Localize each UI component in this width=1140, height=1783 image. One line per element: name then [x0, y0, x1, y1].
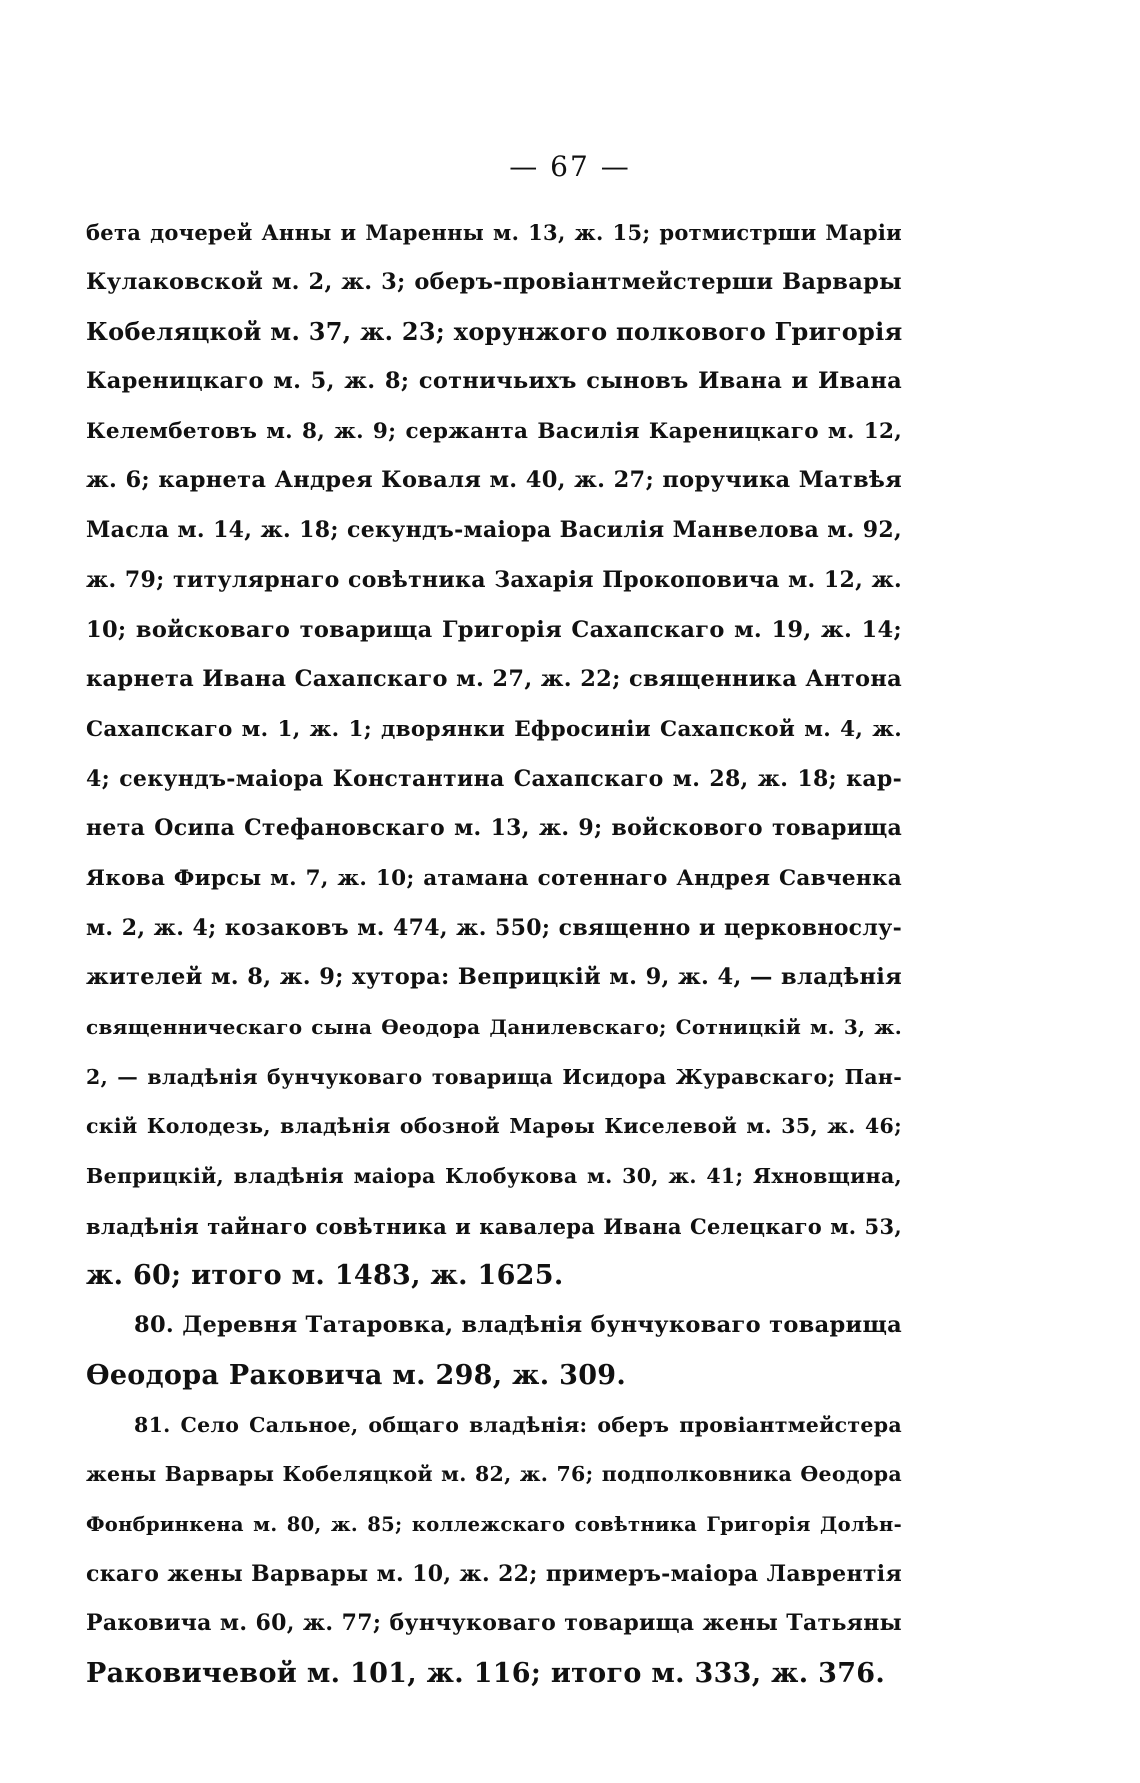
text-line: Раковичевой м. 101, ж. 116; итого м. 333, ж. 376. — [86, 1657, 886, 1689]
text-line: священническаго сына Ѳеодора Данилевскаго; Сотницкій м. 3, ж. — [86, 1015, 902, 1039]
text-line: скаго жены Варвары м. 10, ж. 22; примеръ-маіора Лаврентія — [86, 1560, 902, 1587]
text-line: Кареницкаго м. 5, ж. 8; сотничьихъ сыновъ Ивана и Ивана — [86, 368, 902, 395]
text-line: 10; войсковаго товарища Григорія Сахапскаго м. 19, ж. 14; — [86, 616, 902, 643]
text-line: Масла м. 14, ж. 18; секундъ-маіора Василія Манвелова м. 92, — [86, 517, 902, 544]
text-line: ж. 60; итого м. 1483, ж. 1625. — [86, 1260, 564, 1292]
text-line: нета Осипа Стефановскаго м. 13, ж. 9; войскового товарища — [86, 815, 902, 842]
text-line: 81. Село Сальное, общаго владѣнія: оберъ провіантмейстера — [134, 1412, 902, 1437]
text-line: скій Колодезь, владѣнія обозной Марѳы Киселевой м. 35, ж. 46; — [86, 1114, 902, 1139]
text-line: Кулаковской м. 2, ж. 3; оберъ-провіантмейстерши Варвары — [86, 268, 902, 295]
text-line: Келембетовъ м. 8, ж. 9; сержанта Василія Кареницкаго м. 12, — [86, 418, 902, 444]
text-line: 80. Деревня Татаровка, владѣнія бунчуковаго товарища — [134, 1312, 902, 1339]
page-number: — 67 — — [509, 150, 631, 183]
text-line: м. 2, ж. 4; козаковъ м. 474, ж. 550; священно и церковнослу- — [86, 914, 902, 941]
text-line: карнета Ивана Сахапскаго м. 27, ж. 22; священника Антона — [86, 666, 902, 693]
text-line: Веприцкій, владѣнія маіора Клобукова м. 30, ж. 41; Яхновщина, — [86, 1164, 902, 1189]
body-text — [86, 208, 902, 1699]
text-line: 2, — владѣнія бунчуковаго товарища Исидора Журавскаго; Пан- — [86, 1064, 902, 1089]
text-line: Фонбринкена м. 80, ж. 85; коллежскаго совѣтника Григорія Долѣн- — [86, 1512, 902, 1536]
text-line: Раковича м. 60, ж. 77; бунчуковаго товарища жены Татьяны — [86, 1610, 902, 1637]
text-line: Кобеляцкой м. 37, ж. 23; хорунжого полкового Григорія — [86, 317, 903, 347]
text-line: владѣнія тайнаго совѣтника и кавалера Ивана Селецкаго м. 53, — [86, 1213, 902, 1239]
text-line: Якова Фирсы м. 7, ж. 10; атамана сотеннаго Андрея Савченка — [86, 865, 902, 891]
text-line: жены Варвары Кобеляцкой м. 82, ж. 76; подполковника Ѳеодора — [86, 1462, 902, 1487]
text-line: ж. 79; титулярнаго совѣтника Захарія Прокоповича м. 12, ж. — [86, 566, 902, 593]
text-line: 4; секундъ-маіора Константина Сахапскаго м. 28, ж. 18; кар- — [86, 765, 902, 792]
text-line: жителей м. 8, ж. 9; хутора: Веприцкій м. 9, ж. 4, — владѣнія — [86, 964, 902, 991]
text-line: ж. 6; карнета Андрея Коваля м. 40, ж. 27; поручика Матвѣя — [86, 467, 902, 494]
text-line: бета дочерей Анны и Маренны м. 13, ж. 15; ротмистрши Маріи — [86, 220, 902, 245]
text-line: Ѳеодора Раковича м. 298, ж. 309. — [86, 1359, 627, 1391]
text-line: Сахапскаго м. 1, ж. 1; дворянки Ефросиніи Сахапской м. 4, ж. — [86, 716, 902, 742]
